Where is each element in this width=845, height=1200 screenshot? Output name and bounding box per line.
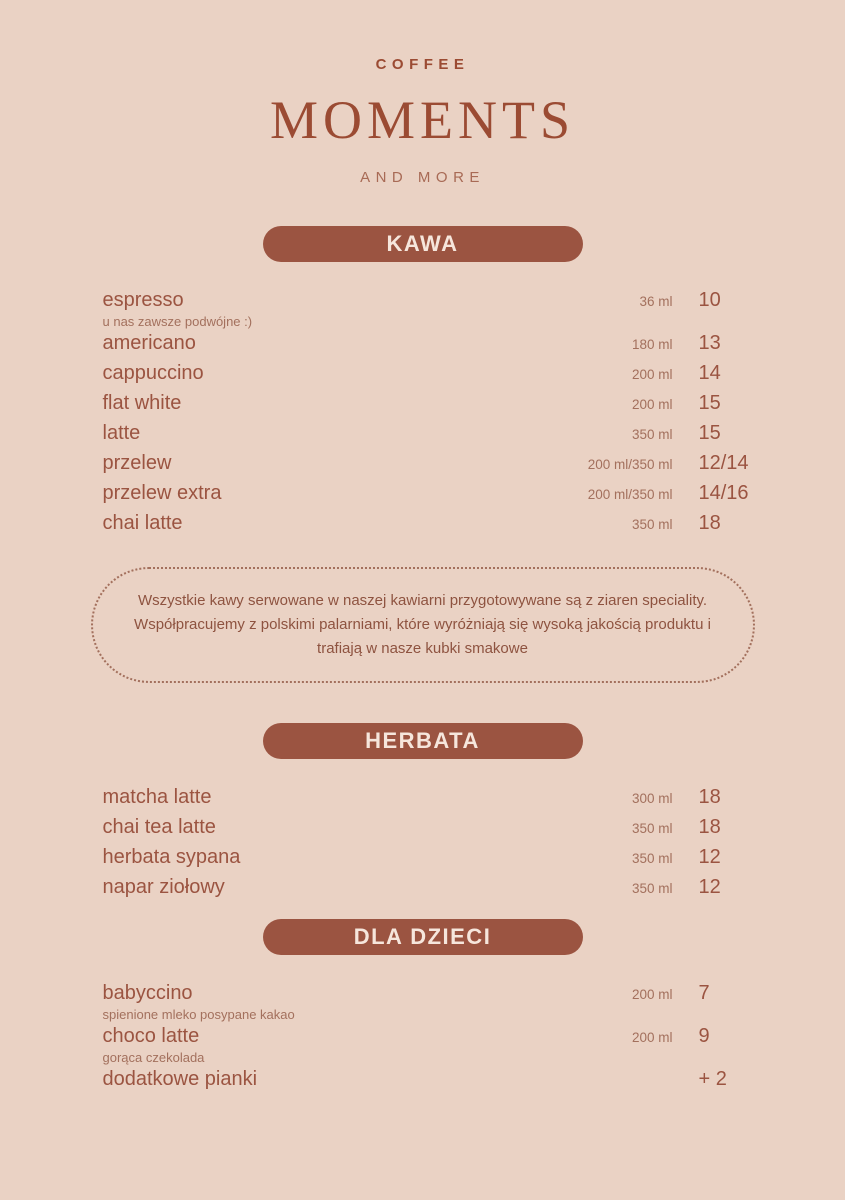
menu-item-row: [103, 288, 743, 331]
logo-sub-text: AND MORE: [360, 169, 485, 186]
menu-item-title: cappuccino: [102, 361, 204, 384]
menu-item-row: [103, 815, 743, 845]
menu-item-price: 12: [698, 875, 721, 898]
menu-item-row: [103, 421, 743, 451]
menu-item-volume: 300 ml: [631, 790, 673, 806]
menu-item-price: 15: [698, 391, 721, 414]
menu-item-price: 15: [698, 421, 721, 444]
section-banner-wrap-kawa: [0, 226, 845, 262]
menu-item-row: [103, 875, 743, 905]
menu-list-kawa: [102, 288, 749, 541]
menu-item-volume: 350 ml: [631, 426, 673, 442]
menu-item-name: [103, 451, 543, 476]
menu-item-volume: 200 ml: [631, 396, 673, 412]
menu-item-name: [103, 331, 543, 356]
menu-item-volume: 200 ml/350 ml: [587, 456, 673, 472]
menu-item-price: 9: [698, 1024, 710, 1047]
menu-item-name: [103, 421, 543, 446]
menu-item-name: [103, 511, 543, 536]
menu-item-row: [103, 981, 743, 1024]
menu-item-name: [103, 845, 543, 870]
menu-item-title: przelew: [102, 451, 172, 474]
menu-item-row: [103, 785, 743, 815]
menu-item-name: [103, 1067, 543, 1092]
menu-item-name: [103, 391, 543, 416]
menu-item-price: 12/14: [698, 451, 749, 474]
menu-item-volume: 36 ml: [639, 294, 673, 309]
menu-item-title: espresso: [102, 289, 184, 311]
menu-item-desc: gorąca czekolada: [102, 1049, 205, 1065]
section-banner-kawa: KAWA: [263, 226, 583, 262]
menu-item-volume: 350 ml: [631, 850, 673, 866]
logo-main-text: MOMENTS: [269, 90, 576, 150]
menu-item-title: babyccino: [102, 981, 193, 1004]
menu-item-desc: spienione mleko posypane kakao: [102, 1006, 295, 1022]
menu-item-row: [103, 1024, 743, 1067]
menu-item-title: matcha latte: [102, 785, 212, 808]
menu-item-title: americano: [102, 331, 196, 354]
speciality-note: Wszystkie kawy serwowane w naszej kawiarni przygotowywane są z ziaren speciality. Współpracujemy z polskimi palarniami, które wyróżniają się wysoką jakością produktu i trafiają w nasze kubki smakowe: [91, 567, 755, 683]
section-banner-herbata: HERBATA: [263, 723, 583, 759]
menu-item-volume: 350 ml: [631, 820, 673, 836]
section-banner-dla-dzieci: DLA DZIECI: [263, 919, 583, 955]
menu-item-volume: 200 ml: [631, 986, 673, 1002]
menu-item-name: [103, 785, 543, 810]
menu-item-price: 18: [698, 511, 721, 534]
menu-item-title: herbata sypana: [102, 845, 241, 868]
menu-item-row: [103, 1067, 743, 1097]
logo-top-text: COFFEE: [375, 56, 470, 73]
menu-item-row: [103, 845, 743, 875]
menu-item-row: [103, 331, 743, 361]
menu-item-name: [103, 815, 543, 840]
menu-item-volume: 350 ml: [631, 516, 673, 532]
menu-item-title: flat white: [102, 391, 182, 414]
menu-item-volume: 200 ml/350 ml: [587, 486, 673, 502]
menu-item-row: [102, 451, 749, 481]
menu-item-name: [103, 1024, 543, 1067]
menu-item-name: [103, 288, 543, 331]
section-banner-wrap-herbata: [0, 723, 845, 759]
menu-item-price: 18: [698, 815, 721, 838]
menu-item-name: [103, 481, 543, 506]
menu-item-price: 14/16: [698, 481, 749, 504]
menu-item-name: [103, 875, 543, 900]
menu-item-row: [103, 361, 743, 391]
logo-block: [0, 0, 845, 186]
menu-item-title: chai latte: [102, 511, 183, 534]
menu-item-title: przelew extra: [102, 481, 222, 504]
menu-item-name: [103, 981, 543, 1024]
menu-item-price: + 2: [698, 1067, 727, 1090]
menu-item-volume: 200 ml: [631, 1029, 673, 1045]
menu-item-volume: 200 ml: [631, 366, 673, 382]
menu-item-desc: u nas zawsze podwójne :): [102, 314, 253, 329]
menu-item-price: 7: [698, 981, 710, 1004]
menu-item-row: [103, 391, 743, 421]
menu-item-volume: 180 ml: [631, 336, 673, 352]
menu-item-title: chai tea latte: [102, 815, 216, 838]
menu-list-dla-dzieci: [103, 981, 743, 1097]
menu-item-row: [103, 511, 743, 541]
menu-item-title: napar ziołowy: [102, 875, 225, 898]
menu-list-herbata: [103, 785, 743, 905]
menu-item-row: [102, 481, 749, 511]
menu-item-title: choco latte: [102, 1024, 200, 1047]
menu-item-price: 18: [698, 785, 721, 808]
menu-item-price: 12: [698, 845, 721, 868]
section-banner-wrap-dla-dzieci: [0, 919, 845, 955]
menu-item-volume: 350 ml: [631, 880, 673, 896]
menu-item-price: 10: [698, 289, 721, 311]
menu-item-price: 13: [698, 331, 721, 354]
menu-item-title: dodatkowe pianki: [102, 1067, 258, 1090]
menu-item-name: [103, 361, 543, 386]
menu-item-price: 14: [698, 361, 721, 384]
menu-item-title: latte: [102, 421, 141, 444]
